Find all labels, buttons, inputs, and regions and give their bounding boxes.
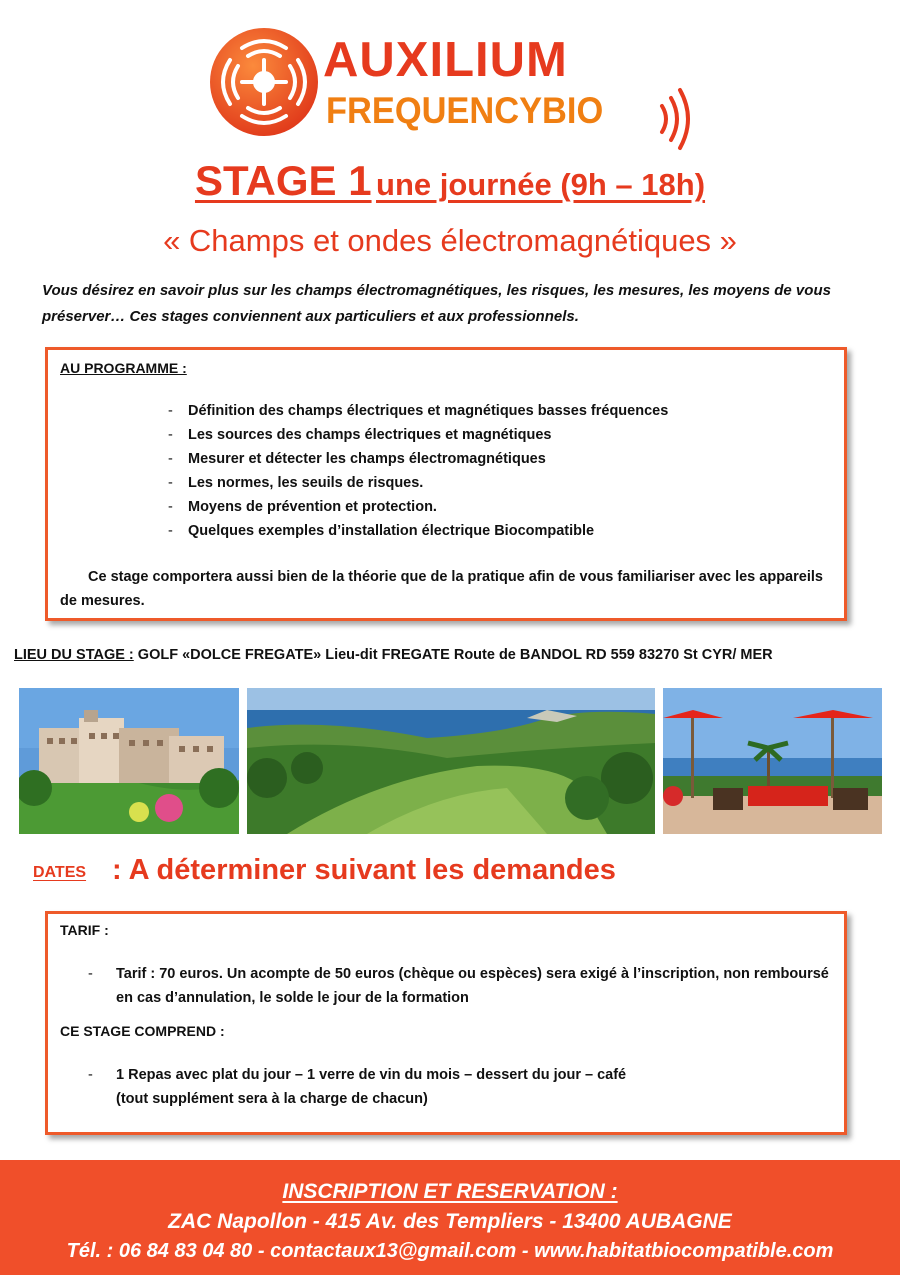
stage-title (0, 157, 900, 204)
stage-number: STAGE 1 (194, 157, 372, 204)
bullet-dash: - (88, 1067, 93, 1083)
list-item: - Les normes, les seuils de risques. (166, 471, 668, 495)
programme-list (166, 399, 668, 543)
footer-heading: INSCRIPTION ET RESERVATION : (282, 1180, 618, 1203)
golf-course-photo (247, 688, 655, 834)
list-item: - Moyens de prévention et protection. (166, 495, 668, 519)
comprend-text-1: 1 Repas avec plat du jour – 1 verre de vin du mois – dessert du jour – café (116, 1067, 627, 1083)
footer-address: ZAC Napollon - 415 Av. des Templiers - 13400 AUBAGNE (168, 1210, 732, 1233)
dates-label: DATES (33, 864, 87, 881)
comprend-label: CE STAGE COMPREND : (60, 1023, 225, 1039)
programme-label: AU PROGRAMME : (60, 360, 187, 376)
intro-text: Vous désirez en savoir plus sur les champs électromagnétiques, les risques, les mesures, les moyens de vous préserver… Ces stages conviennent aux particuliers et aux professionnels. (42, 282, 831, 325)
list-item: - Les sources des champs électriques et magnétiques (166, 423, 668, 447)
footer-banner (0, 1160, 900, 1275)
list-item: - Quelques exemples d’installation électrique Biocompatible (166, 519, 668, 543)
terrace-photo (663, 688, 882, 834)
programme-note: Ce stage comportera aussi bien de la théorie que de la pratique afin de vous familiariser avec les appareils de mesures. (60, 569, 823, 609)
list-item: - Définition des champs électriques et magnétiques basses fréquences (166, 399, 668, 423)
venue-label: LIEU DU STAGE : (14, 647, 134, 663)
venue-line (14, 647, 894, 663)
tarif-label: TARIF : (60, 922, 109, 938)
list-item (88, 1063, 836, 1111)
tarif-text: Tarif : 70 euros. Un acompte de 50 euros (chèque ou espèces) sera exigé à l’inscription, non remboursé en cas d’annulation, le solde le jour de la formation (116, 966, 829, 1006)
list-item: - Mesurer et détecter les champs électromagnétiques (166, 447, 668, 471)
comprend-text-2: (tout supplément sera à la charge de chacun) (116, 1091, 428, 1107)
logo-emblem-icon (208, 26, 320, 138)
stage-subtitle: « Champs et ondes électromagnétiques » (163, 223, 737, 258)
logo (208, 22, 708, 147)
programme-box (45, 347, 847, 621)
bullet-dash: - (88, 966, 93, 982)
list-item (88, 962, 836, 1010)
venue-value: GOLF «DOLCE FREGATE» Lieu-dit FREGATE Route de BANDOL RD 559 83270 St CYR/ MER (133, 647, 773, 663)
hotel-photo (19, 688, 239, 834)
logo-text-frequencybio: FREQUENCYBIO (326, 90, 604, 131)
dates-value: : A déterminer suivant les demandes (112, 854, 616, 886)
logo-text-auxilium: AUXILIUM (323, 33, 568, 87)
footer-contact: Tél. : 06 84 83 04 80 - contactaux13@gmail.com - www.habitatbiocompatible.com (66, 1240, 834, 1262)
tarif-box (45, 911, 847, 1135)
stage-duration: une journée (9h – 18h) (376, 167, 706, 202)
signal-waves-icon (656, 84, 696, 154)
